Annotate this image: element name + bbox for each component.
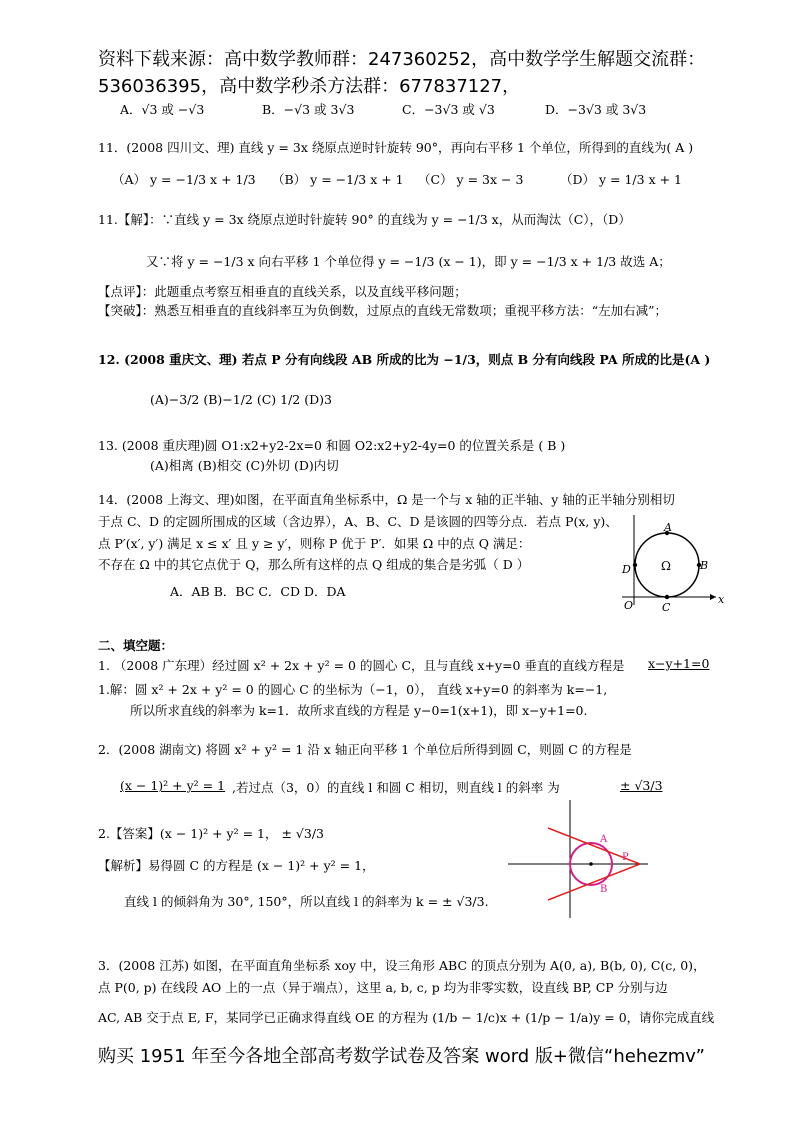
fig-label-o: O [624, 599, 634, 612]
fig2-label-p: P [622, 852, 629, 863]
footer-ad: 购买 1951 年至今各地全部高考数学试卷及答案 word 版+微信“hehezmv” [98, 1046, 705, 1067]
f2-tangent-diagram [508, 800, 658, 920]
fig-label-omega: Ω [661, 559, 671, 573]
f2-answer-slope: ± √3/3 [620, 778, 663, 793]
q10-option-d: D．−3√3 或 3√3 [545, 102, 647, 117]
q13-options: (A)相离 (B)相交 (C)外切 (D)内切 [150, 458, 339, 473]
q10-option-c: C．−3√3 或 √3 [402, 102, 495, 117]
q11-stem: 11．(2008 四川文、理) 直线 y = 3x 绕原点逆时针旋转 90°，再向右平移 1 个单位，所得到的直线为( A ) [98, 140, 694, 155]
q11-comment: 【点评】：此题重点考察互相垂直的直线关系，以及直线平移问题； [98, 284, 467, 299]
q11-option-b: （B） y = −1/3 x + 1 [272, 172, 404, 187]
fig-label-b: B [700, 559, 709, 572]
f3-line-3: AC, AB 交于点 E, F，某同学已正确求得直线 OE 的方程为 (1/b − 1/c)x + (1/p − 1/a)y = 0，请你完成直线 [98, 1010, 715, 1025]
fig-label-x: x [718, 593, 725, 606]
f3-line-2: 点 P(0, p) 在线段 AO 上的一点（异于端点），这里 a, b, c, p 均为非零实数，设直线 BP, CP 分别与边 [98, 980, 668, 995]
section-title-fill-blank: 二、填空题： [98, 638, 174, 653]
q11-solution-1: 11.【解】：∵直线 y = 3x 绕原点逆时针旋转 90° 的直线为 y = −1/3 x，从而淘汰（C），（D） [98, 212, 631, 227]
fig2-label-b: B [600, 884, 608, 895]
f1-stem: 1. （2008 广东理）经过圆 x² + 2x + y² = 0 的圆心 C，且与直线 x+y=0 垂直的直线方程是 [98, 658, 625, 673]
f3-line-1: 3．(2008 江苏) 如图，在平面直角坐标系 xoy 中，设三角形 ABC 的顶点分别为 A(0, a), B(b, 0), C(c, 0)， [98, 958, 706, 973]
q11-option-d: （D） y = 1/3 x + 1 [560, 172, 682, 187]
f1-solution-2: 所以所求直线的斜率为 k=1．故所求直线的方程是 y−0=1(x+1)，即 x−y+1=0. [130, 703, 588, 718]
fig-label-c: C [662, 601, 671, 614]
q10-option-a: A．√3 或 −√3 [120, 102, 205, 117]
f2-answer: 2.【答案】(x − 1)² + y² = 1， ± √3/3 [98, 826, 324, 841]
fig-label-d: D [622, 563, 631, 576]
q13-stem: 13. (2008 重庆理)圆 O1:x2+y2-2x=0 和圆 O2:x2+y2-4y=0 的位置关系是 ( B ) [98, 438, 566, 453]
q14-options: A．AB B．BC C．CD D．DA [170, 584, 346, 599]
header-line-1: 资料下载来源：高中数学教师群：247360252，高中数学学生解题交流群： [98, 49, 706, 70]
f1-answer: x−y+1=0 [648, 656, 710, 671]
q11-option-a: （A） y = −1/3 x + 1/3 [112, 172, 256, 187]
q14-line-1: 14．(2008 上海文、理)如图，在平面直角坐标系中，Ω 是一个与 x 轴的正半轴、y 轴的正半轴分别相切 [98, 492, 675, 507]
q11-solution-2: 又∵将 y = −1/3 x 向右平移 1 个单位得 y = −1/3 (x − 1)，即 y = −1/3 x + 1/3 故选 A； [146, 254, 671, 269]
f2-stem: 2．(2008 湖南文) 将圆 x² + y² = 1 沿 x 轴正向平移 1 个单位后所得到圆 C，则圆 C 的方程是 [98, 742, 632, 757]
f2-angle: 直线 l 的倾斜角为 30°, 150°，所以直线 l 的斜率为 k = ± √3/3. [124, 894, 489, 909]
q12-stem: 12. (2008 重庆文、理) 若点 P 分有向线段 AB 所成的比为 −1/3，则点 B 分有向线段 PA 所成的比是(A ) [98, 352, 711, 367]
fig2-label-a: A [600, 834, 608, 845]
q11-option-c: （C） y = 3x − 3 [418, 172, 524, 187]
q11-breakthrough: 【突破】：熟悉互相垂直的直线斜率互为负倒数，过原点的直线无常数项；重视平移方法：“左加右减”； [98, 303, 668, 318]
header-line-2: 536036395，高中数学秒杀方法群：677837127， [98, 76, 521, 97]
q10-option-b: B．−√3 或 3√3 [262, 102, 355, 117]
f2-answer-equation: (x − 1)² + y² = 1 [120, 778, 226, 793]
q14-circle-diagram [612, 515, 732, 615]
q14-line-3: 点 P′(x′, y′) 满足 x ≤ x′ 且 y ≥ y′，则称 P 优于 P′．如果 Ω 中的点 Q 满足： [98, 536, 531, 551]
f2-analysis: 【解析】易得圆 C 的方程是 (x − 1)² + y² = 1， [98, 858, 375, 873]
q12-options: (A)−3/2 (B)−1/2 (C) 1/2 (D)3 [150, 392, 332, 407]
q14-line-2: 于点 C、D 的定圆所围成的区域（含边界），A、B、C、D 是该圆的四等分点．若点 P(x, y)、 [98, 514, 618, 529]
q14-line-4: 不存在 Ω 中的其它点优于 Q，那么所有这样的点 Q 组成的集合是劣弧（ D ） [98, 557, 530, 572]
f1-solution-1: 1.解：圆 x² + 2x + y² = 0 的圆心 C 的坐标为（−1，0）， 直线 x+y=0 的斜率为 k=−1, [98, 682, 608, 697]
fig-label-a: A [664, 521, 672, 534]
f2-line-2: ,若过点（3，0）的直线 l 和圆 C 相切，则直线 l 的斜率 为 [232, 780, 560, 795]
